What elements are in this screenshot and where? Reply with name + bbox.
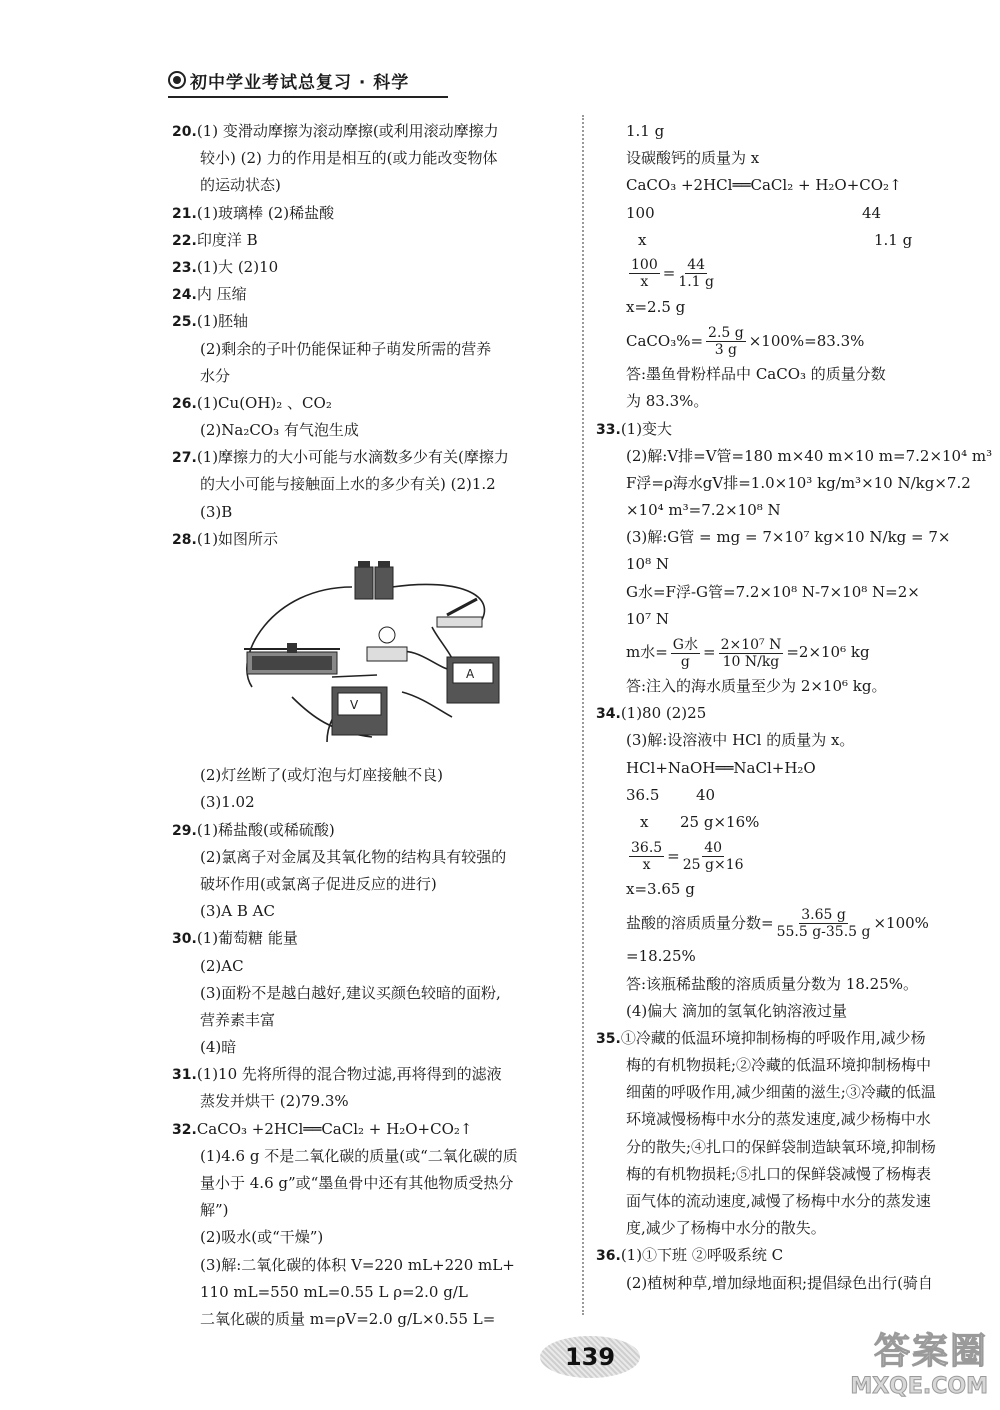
answer-line: 答:墨鱼骨粉样品中 CaCO₃ 的质量分数 (626, 365, 886, 384)
ratio-line: 100 44 (626, 203, 882, 222)
header-rule (168, 96, 448, 98)
bulb-icon (367, 627, 407, 661)
answer-line: F浮=ρ海水gV排=1.0×10³ kg/m³×10 N/kg×7.2 (626, 473, 971, 492)
equation-line: HCl+NaOH══NaCl+H₂O (626, 758, 816, 777)
page-number: 139 (540, 1336, 640, 1378)
answer-line: 110 mL=550 mL=0.55 L ρ=2.0 g/L (200, 1282, 468, 1301)
target-icon (168, 71, 186, 89)
answer-24: 24.内 压缩 (172, 285, 247, 304)
answer-line: (2)AC (200, 956, 244, 975)
answer-20: 20.(1) 变滑动摩擦为滚动摩擦(或利用滚动摩擦力 (172, 122, 499, 140)
concentration-fraction: 盐酸的溶质质量分数= $\frac{3.65 g}{55.5 g-35.5 g}$ ×100% (626, 906, 929, 940)
answer-line: (4)暗 (200, 1038, 237, 1057)
answer-line: 为 83.3%。 (626, 392, 709, 411)
answer-26: 26.(1)Cu(OH)₂ 、CO₂ (172, 393, 332, 412)
answer-line: 二氧化碳的质量 m=ρV=2.0 g/L×0.55 L= (200, 1309, 496, 1328)
ammeter-icon (447, 657, 499, 703)
answer-line: (3)解:G管 = mg = 7×10⁷ kg×10 N/kg = 7× (626, 528, 951, 547)
voltmeter-icon (332, 687, 387, 735)
answer-line: 梅的有机物损耗;②冷藏的低温环境抑制杨梅中 (626, 1056, 932, 1075)
answer-line: 10⁷ N (626, 609, 669, 628)
svg-text:A: A (466, 667, 475, 681)
rheostat-icon (244, 643, 340, 674)
percentage-fraction: CaCO₃%= $\frac{2.5 g}{3 g}$ ×100%=83.3% (626, 324, 865, 358)
answer-line: 答:该瓶稀盐酸的溶质质量分数为 18.25%。 (626, 974, 919, 993)
answer-line: (2)解:V排=V管=180 m×40 m×10 m=7.2×10⁴ m³ (626, 446, 993, 465)
answer-23: 23.(1)大 (2)10 (172, 257, 279, 276)
answer-line: 设碳酸钙的质量为 x (626, 149, 760, 168)
ratio-line: 36.5 40 (626, 785, 716, 804)
answer-34: 34.(1)80 (2)25 (596, 704, 707, 723)
svg-text:V: V (350, 698, 359, 712)
answer-29: 29.(1)稀盐酸(或稀硫酸) (172, 820, 335, 839)
answer-line: (2)吸水(或“干燥”) (200, 1228, 324, 1247)
answer-line: 10⁸ N (626, 555, 669, 574)
answer-line: (2)氯离子对金属及其氧化物的结构具有较强的 (200, 847, 507, 866)
answer-line: 蒸发并烘干 (2)79.3% (200, 1092, 349, 1111)
right-column (596, 118, 994, 1297)
answer-line: 营养素丰富 (200, 1010, 276, 1029)
column-divider (582, 115, 584, 1315)
answer-line: 的大小可能与接触面上水的多少有关) (2)1.2 (200, 475, 496, 494)
answer-35: 35.①冷藏的低温环境抑制杨梅的呼吸作用,减少杨 (596, 1028, 926, 1047)
answer-line: 1.1 g (626, 122, 665, 140)
answer-30: 30.(1)葡萄糖 能量 (172, 929, 298, 948)
answer-line: (3)B (200, 502, 233, 521)
answer-line: 梅的有机物损耗;⑤扎口的保鲜袋减慢了杨梅表 (626, 1164, 932, 1183)
circuit-diagram (232, 557, 522, 747)
answer-27: 27.(1)摩擦力的大小可能与水滴数多少有关(摩擦力 (172, 448, 509, 467)
answer-line: (3)A B AC (200, 902, 275, 921)
answer-32: 32.CaCO₃ +2HCl══CaCl₂ + H₂O+CO₂↑ (172, 1119, 473, 1138)
answer-line: 破坏作用(或氯离子促进反应的进行) (200, 874, 437, 893)
answer-line: 的运动状态) (200, 176, 281, 195)
answer-line: (2)剩余的子叶仍能保证种子萌发所需的营养 (200, 339, 492, 358)
answer-line: 面气体的流动速度,减慢了杨梅中水分的蒸发速 (626, 1192, 931, 1210)
answer-line: (3)解:设溶液中 HCl 的质量为 x。 (626, 731, 855, 750)
answer-line: 度,减少了杨梅中水分的散失。 (626, 1219, 826, 1238)
answer-line: 水分 (200, 366, 231, 385)
answer-line: ×10⁴ m³=7.2×10⁸ N (626, 501, 781, 520)
answer-line: (3)面粉不是越白越好,建议买颜色较暗的面粉, (200, 983, 501, 1002)
switch-icon (437, 599, 482, 627)
answer-line: (2)植树种草,增加绿地面积;提倡绿色出行(骑自 (626, 1273, 933, 1292)
answer-22: 22.印度洋 B (172, 230, 258, 249)
answer-line: (3)1.02 (200, 793, 255, 812)
answer-line: 环境减慢杨梅中水分的蒸发速度,减少杨梅中水 (626, 1110, 931, 1129)
watermark-logo: 答案圈 MXQE.COM (850, 1331, 988, 1399)
answer-line: 解”) (200, 1201, 229, 1220)
header-title: 初中学业考试总复习 · 科学 (190, 72, 410, 93)
answer-line: 量小于 4.6 g”或“墨鱼骨中还有其他物质受热分 (200, 1174, 514, 1193)
answer-line: 答:注入的海水质量至少为 2×10⁶ kg。 (626, 677, 887, 695)
answer-31: 31.(1)10 先将所得的混合物过滤,再将得到的滤液 (172, 1065, 502, 1084)
battery-icon (355, 561, 393, 599)
answer-28: 28.(1)如图所示 (172, 529, 279, 548)
answer-line: x=3.65 g (626, 880, 695, 899)
answer-33: 33.(1)变大 (596, 419, 673, 438)
answer-line: (4)偏大 滴加的氢氧化钠溶液过量 (626, 1001, 848, 1020)
answer-36: 36.(1)①下班 ②呼吸系统 C (596, 1246, 784, 1265)
answer-line: G水=F浮-G管=7.2×10⁸ N-7×10⁸ N=2× (626, 582, 920, 601)
answer-line: (1)4.6 g 不是二氧化碳的质量(或“二氧化碳的质 (200, 1146, 518, 1165)
answer-21: 21.(1)玻璃棒 (2)稀盐酸 (172, 203, 335, 222)
equation-line: CaCO₃ +2HCl══CaCl₂ + H₂O+CO₂↑ (626, 176, 902, 195)
answer-line: 细菌的呼吸作用,减少细菌的滋生;③冷藏的低温 (626, 1083, 936, 1102)
ratio-line: x 25 g×16% (640, 812, 760, 831)
ratio-line: x 1.1 g (638, 230, 913, 249)
answer-line: 较小) (2) 力的作用是相互的(或力能改变物体 (200, 149, 498, 168)
left-column (172, 118, 570, 1333)
page-header (168, 66, 409, 94)
answer-line: (2)灯丝断了(或灯泡与灯座接触不良) (200, 766, 443, 785)
proportion-fraction: $\frac{36.5}{x}$ = $\frac{40}{25 g\times 16}$ (631, 839, 744, 873)
answer-25: 25.(1)胚轴 (172, 312, 249, 331)
answer-line: x=2.5 g (626, 297, 686, 316)
proportion-fraction: $\frac{100}{x}$ = $\frac{44}{1.1 g}$ (631, 257, 714, 291)
answer-line: (2)Na₂CO₃ 有气泡生成 (200, 421, 359, 440)
answer-line: 分的散失;④扎口的保鲜袋制造缺氧环境,抑制杨 (626, 1137, 936, 1156)
mass-fraction: m水= $\frac{\text{G水}}{g}$ = $\frac{\text{2×10⁷ N}}{10 N/kg}$ =2×10⁶ kg (626, 636, 870, 670)
answer-line: (3)解:二氧化碳的体积 V=220 mL+220 mL+ (200, 1255, 515, 1274)
answer-line: =18.25% (626, 947, 696, 966)
